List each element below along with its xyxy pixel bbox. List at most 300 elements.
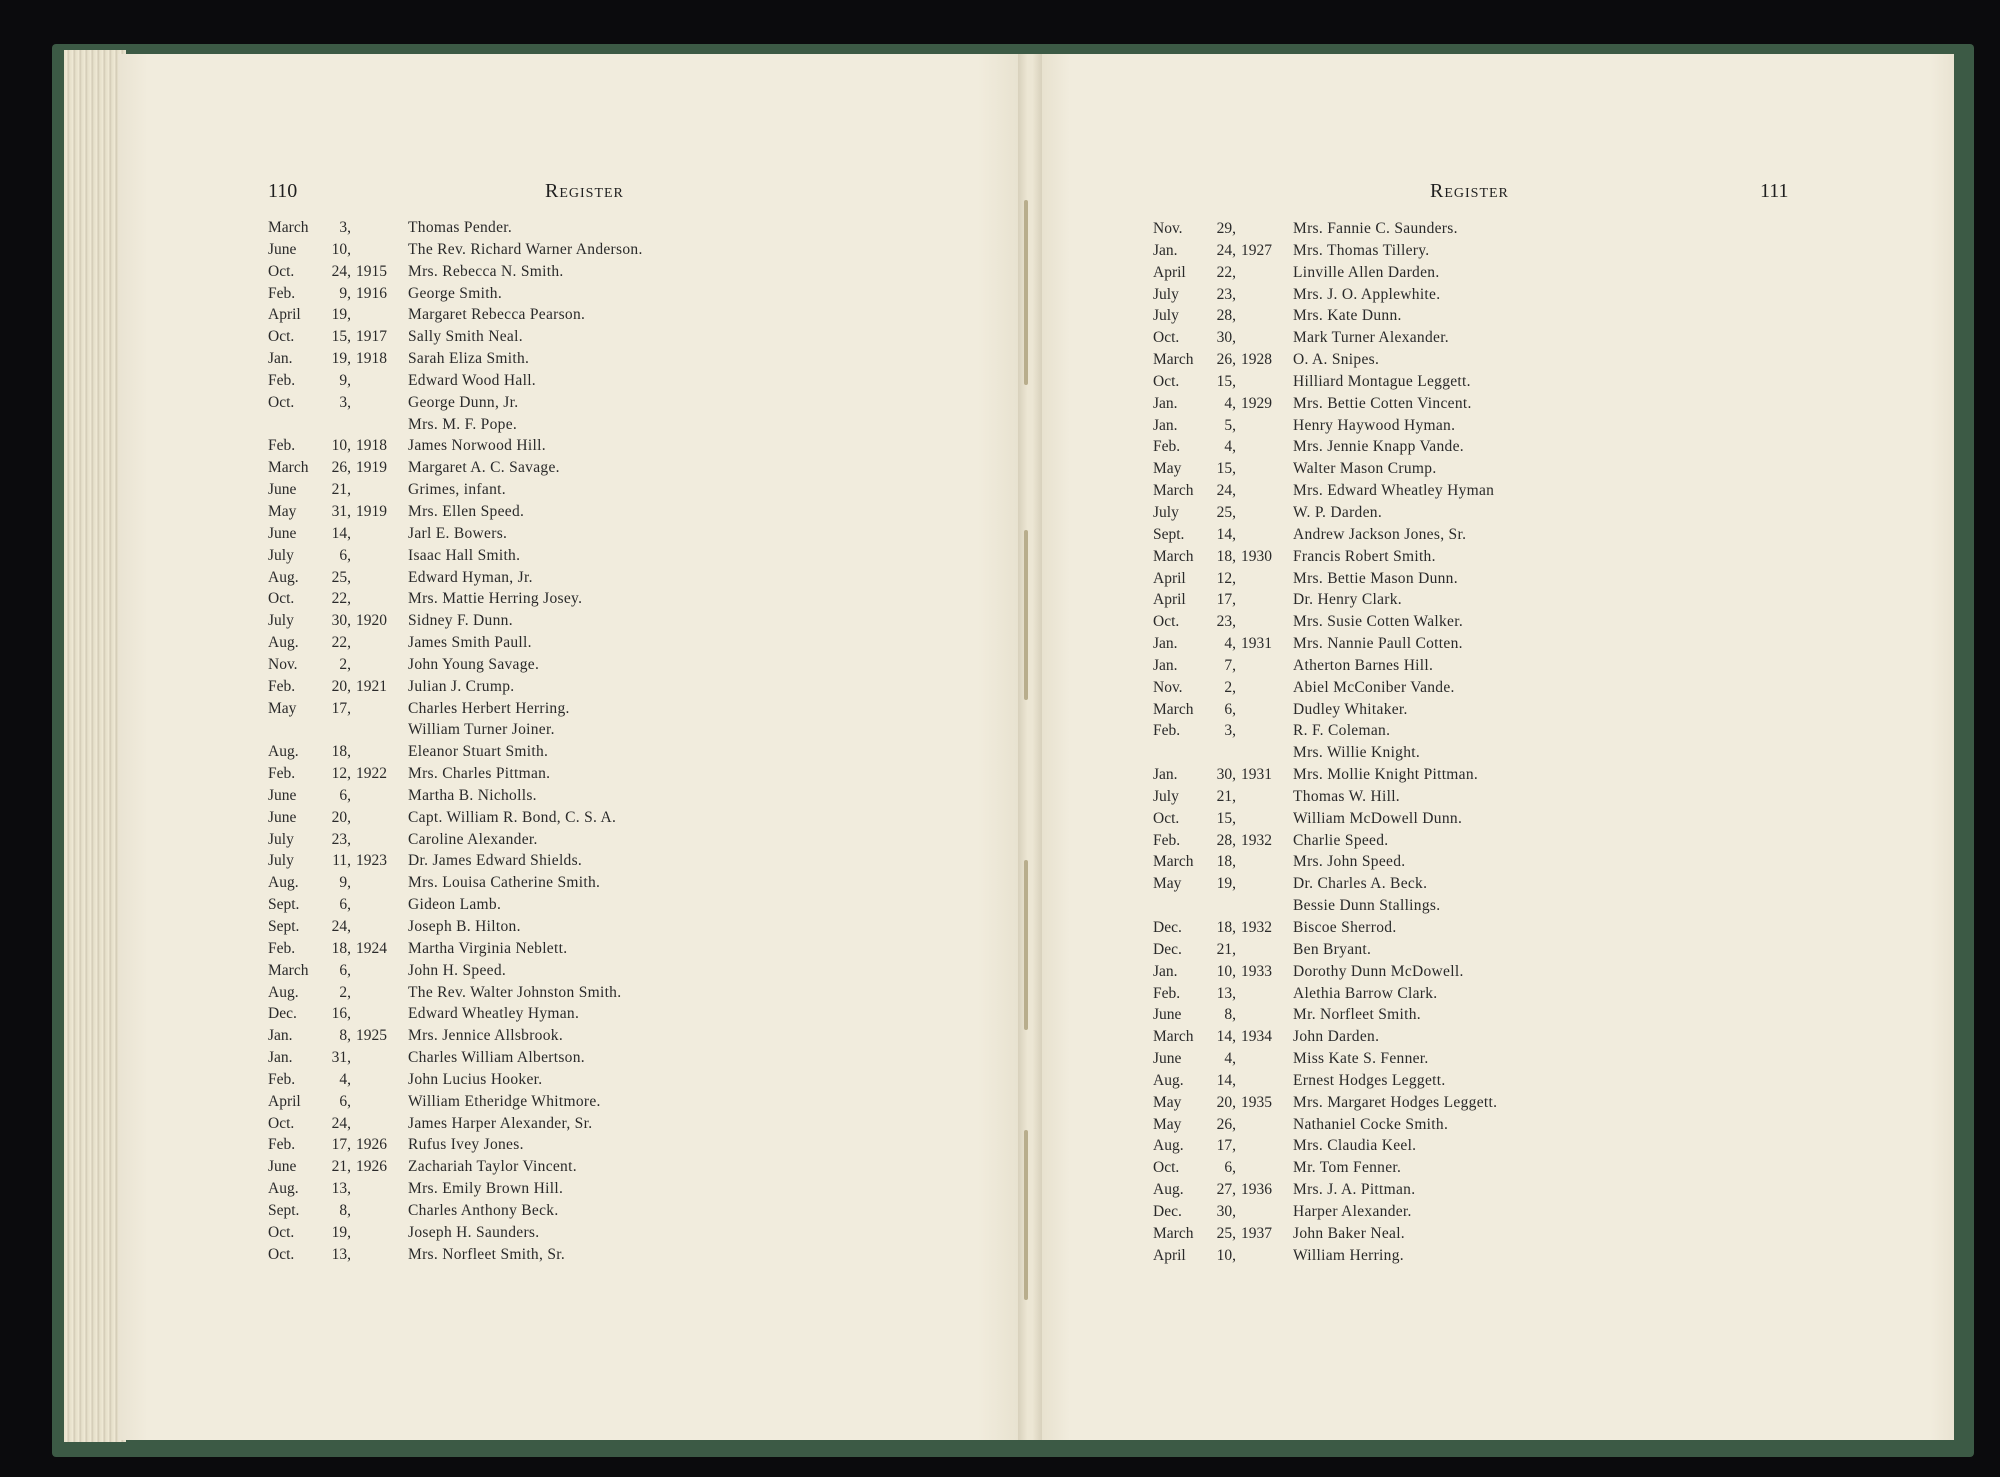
entry-year: 1923: [356, 852, 387, 870]
entry-day: 20,: [1216, 1093, 1236, 1111]
entry-month: Aug.: [1153, 1071, 1184, 1089]
entry-day: 14,: [1216, 1071, 1236, 1089]
entry-month: Oct.: [1153, 372, 1180, 390]
register-entry: [268, 656, 988, 678]
register-entry: [1153, 1137, 1873, 1159]
register-entry: [268, 219, 988, 241]
register-entry: [1153, 526, 1873, 548]
entry-month: March: [268, 961, 309, 979]
entry-day: 9,: [339, 371, 351, 389]
entry-month: Jan.: [268, 1049, 293, 1067]
entry-month: Oct.: [1153, 1159, 1180, 1177]
register-entry: [268, 1180, 988, 1202]
entry-name: William Etheridge Whitmore.: [408, 1092, 601, 1110]
entry-month: May: [1153, 1093, 1182, 1111]
entry-name: Mrs. Claudia Keel.: [1293, 1137, 1417, 1155]
entry-day: 25,: [1216, 1224, 1236, 1242]
entry-month: May: [1153, 460, 1182, 478]
register-entry: [1153, 1006, 1873, 1028]
entry-day: 22,: [331, 634, 351, 652]
entry-name: Mrs. Margaret Hodges Leggett.: [1293, 1093, 1498, 1111]
entry-month: Oct.: [268, 393, 295, 411]
entry-month: April: [268, 306, 301, 324]
register-entry: [1153, 329, 1873, 351]
entry-month: Aug.: [1153, 1137, 1184, 1155]
entry-day: 31,: [331, 1049, 351, 1067]
entry-year: 1918: [356, 350, 387, 368]
entry-name: Dorothy Dunn McDowell.: [1293, 962, 1464, 980]
register-entry: [268, 1136, 988, 1158]
entry-day: 15,: [331, 328, 351, 346]
entry-year: 1915: [356, 262, 387, 280]
entry-month: July: [1153, 787, 1179, 805]
register-entry: [1153, 307, 1873, 329]
entry-month: March: [1153, 1224, 1194, 1242]
entry-name: Eleanor Stuart Smith.: [408, 743, 549, 761]
entry-day: 8,: [339, 1201, 351, 1219]
entry-year: 1935: [1241, 1093, 1272, 1111]
entry-day: 25,: [331, 568, 351, 586]
entry-month: Sept.: [1153, 525, 1185, 543]
entry-name: John Baker Neal.: [1293, 1224, 1405, 1242]
entry-name: Thomas Pender.: [408, 219, 513, 236]
register-entry: [1153, 613, 1873, 635]
entry-month: Feb.: [268, 1136, 296, 1154]
entry-name: Sally Smith Neal.: [408, 328, 523, 346]
entry-month: June: [1153, 1006, 1182, 1024]
register-entry: [268, 831, 988, 853]
entry-day: 18,: [1216, 919, 1236, 936]
entry-month: Feb.: [268, 437, 296, 455]
entry-month: Aug.: [268, 634, 299, 652]
entry-name: Mrs. Mattie Herring Josey.: [408, 590, 583, 608]
entry-year: 1936: [1241, 1181, 1272, 1199]
entry-month: April: [1153, 1246, 1186, 1264]
entry-name: The Rev. Richard Warner Anderson.: [408, 240, 643, 258]
register-entry: [268, 1093, 988, 1115]
entry-year: 1933: [1241, 962, 1272, 980]
binding-stitch: [1024, 530, 1028, 700]
entry-day: 30,: [1216, 329, 1236, 347]
register-entry: [1153, 460, 1873, 482]
entry-name: Abiel McConiber Vande.: [1293, 678, 1455, 696]
entry-name: Mrs. Jennice Allsbrook.: [408, 1027, 563, 1045]
entry-name: O. A. Snipes.: [1293, 351, 1380, 369]
entry-name: Mrs. Ellen Speed.: [408, 502, 525, 520]
entry-name: Charlie Speed.: [1293, 831, 1389, 849]
entry-month: Feb.: [268, 677, 296, 695]
register-entry: [268, 241, 988, 263]
entry-name: Dr. Henry Clark.: [1293, 591, 1402, 609]
entry-day: 21,: [1216, 787, 1236, 805]
entry-year: 1924: [356, 939, 387, 957]
entry-day: 6,: [339, 786, 351, 804]
entry-day: 17,: [331, 699, 351, 717]
register-entry: [268, 700, 988, 722]
entry-month: March: [1153, 853, 1194, 871]
entry-year: 1917: [356, 328, 387, 346]
register-entry: [1153, 1225, 1873, 1247]
entry-day: 18,: [331, 743, 351, 761]
entry-month: July: [268, 546, 294, 564]
entry-day: 21,: [331, 1158, 351, 1176]
entry-name: Alethia Barrow Clark.: [1293, 984, 1438, 1002]
left-register-list: [268, 219, 988, 1268]
entry-day: 3,: [339, 393, 351, 411]
entry-name: Mr. Norfleet Smith.: [1293, 1006, 1421, 1024]
register-entry: [1153, 220, 1873, 242]
register-entry: [1153, 548, 1873, 570]
entry-day: 19,: [331, 1223, 351, 1241]
register-entry: [268, 721, 988, 743]
register-entry: [1153, 635, 1873, 657]
register-entry: [1153, 482, 1873, 504]
entry-day: 18,: [1216, 853, 1236, 871]
register-entry: [268, 1049, 988, 1071]
entry-name: Mrs. Fannie C. Saunders.: [1293, 220, 1458, 237]
entry-year: 1932: [1241, 919, 1272, 936]
entry-name: John H. Speed.: [408, 961, 507, 979]
entry-name: George Dunn, Jr.: [408, 393, 519, 411]
entry-day: 30,: [1216, 1202, 1236, 1220]
entry-month: Jan.: [268, 1027, 293, 1045]
entry-day: 9,: [339, 284, 351, 302]
page-edges: [64, 50, 126, 1442]
entry-month: Aug.: [268, 874, 299, 892]
entry-name: Dudley Whitaker.: [1293, 700, 1408, 718]
register-entry: [268, 1158, 988, 1180]
register-entry: [268, 1224, 988, 1246]
register-entry: [1153, 438, 1873, 460]
entry-day: 27,: [1216, 1181, 1236, 1199]
entry-month: Feb.: [1153, 722, 1181, 740]
entry-name: Mrs. Nannie Paull Cotten.: [1293, 635, 1463, 653]
entry-day: 23,: [331, 830, 351, 848]
entry-day: 23,: [1216, 285, 1236, 303]
entry-month: Jan.: [1153, 241, 1178, 259]
entry-day: 11,: [332, 852, 351, 870]
entry-year: 1918: [356, 437, 387, 455]
entry-day: 25,: [1216, 503, 1236, 521]
entry-day: 4,: [1224, 394, 1236, 412]
entry-day: 19,: [331, 350, 351, 368]
entry-day: 20,: [331, 808, 351, 826]
entry-name: Mrs. Norfleet Smith, Sr.: [408, 1245, 566, 1263]
entry-day: 10,: [1216, 962, 1236, 980]
entry-month: Aug.: [268, 743, 299, 761]
entry-month: Feb.: [268, 939, 296, 957]
entry-name: James Smith Paull.: [408, 634, 532, 652]
entry-name: Mrs. Rebecca N. Smith.: [408, 262, 564, 280]
register-entry: [1153, 373, 1873, 395]
entry-name: Atherton Barnes Hill.: [1293, 656, 1434, 674]
entry-month: Oct.: [268, 1245, 295, 1263]
entry-month: July: [1153, 285, 1179, 303]
register-entry: [1153, 417, 1873, 439]
entry-day: 30,: [1216, 766, 1236, 784]
entry-year: 1926: [356, 1136, 387, 1154]
entry-month: Sept.: [268, 918, 300, 935]
entry-day: 17,: [1216, 1137, 1236, 1155]
entry-day: 12,: [331, 765, 351, 783]
entry-name: Grimes, infant.: [408, 481, 506, 499]
entry-month: Oct.: [268, 1223, 295, 1241]
entry-name: Edward Wheatley Hyman.: [408, 1005, 580, 1023]
entry-year: 1919: [356, 502, 387, 520]
entry-year: 1916: [356, 284, 387, 302]
register-entry: [1153, 963, 1873, 985]
entry-month: June: [268, 786, 297, 804]
entry-day: 6,: [339, 546, 351, 564]
entry-day: 9,: [339, 874, 351, 892]
entry-day: 22,: [331, 590, 351, 608]
entry-month: March: [1153, 700, 1194, 718]
entry-name: Martha B. Nicholls.: [408, 786, 537, 804]
entry-month: July: [268, 852, 294, 870]
entry-year: 1929: [1241, 394, 1272, 412]
register-entry: [1153, 395, 1873, 417]
entry-month: Aug.: [268, 1180, 299, 1198]
entry-month: June: [268, 240, 297, 258]
entry-year: 1922: [356, 765, 387, 783]
entry-name: Mrs. Willie Knight.: [1293, 744, 1421, 762]
entry-day: 24,: [331, 1114, 351, 1132]
entry-day: 5,: [1224, 416, 1236, 434]
entry-month: Oct.: [268, 262, 295, 280]
entry-day: 18,: [1216, 547, 1236, 565]
entry-name: Mrs. Bettie Mason Dunn.: [1293, 569, 1458, 587]
register-entry: [1153, 853, 1873, 875]
entry-month: Feb.: [268, 1070, 296, 1088]
entry-month: July: [1153, 503, 1179, 521]
entry-month: Feb.: [268, 371, 296, 389]
entry-name: Mrs. Thomas Tillery.: [1293, 241, 1430, 259]
entry-month: June: [268, 524, 297, 542]
entry-day: 23,: [1216, 613, 1236, 631]
entry-day: 26,: [1216, 351, 1236, 369]
entry-name: George Smith.: [408, 284, 503, 302]
entry-name: R. F. Coleman.: [1293, 722, 1391, 740]
entry-day: 29,: [1216, 220, 1236, 237]
register-entry: [268, 787, 988, 809]
register-entry: [1153, 875, 1873, 897]
register-entry: [268, 590, 988, 612]
entry-name: Joseph B. Hilton.: [408, 918, 521, 935]
register-entry: [268, 481, 988, 503]
entry-name: Mrs. Charles Pittman.: [408, 765, 551, 783]
entry-day: 13,: [331, 1180, 351, 1198]
entry-day: 24,: [331, 918, 351, 935]
entry-day: 24,: [1216, 482, 1236, 500]
register-entry: [1153, 1247, 1873, 1269]
entry-name: Isaac Hall Smith.: [408, 546, 521, 564]
register-entry: [1153, 810, 1873, 832]
entry-year: 1925: [356, 1027, 387, 1045]
entry-name: Mrs. Mollie Knight Pittman.: [1293, 766, 1479, 784]
entry-day: 8,: [1224, 1006, 1236, 1024]
register-entry: [268, 503, 988, 525]
entry-name: William McDowell Dunn.: [1293, 809, 1463, 827]
entry-name: William Turner Joiner.: [408, 721, 555, 739]
register-entry: [268, 612, 988, 634]
entry-month: April: [1153, 591, 1186, 609]
entry-name: Margaret Rebecca Pearson.: [408, 306, 586, 324]
entry-day: 16,: [331, 1005, 351, 1023]
entry-year: 1932: [1241, 831, 1272, 849]
entry-month: June: [268, 808, 297, 826]
entry-month: Oct.: [268, 328, 295, 346]
entry-year: 1920: [356, 612, 387, 630]
entry-year: 1931: [1241, 635, 1272, 653]
entry-year: 1926: [356, 1158, 387, 1176]
entry-month: Dec.: [1153, 1202, 1182, 1220]
register-entry: [1153, 1181, 1873, 1203]
register-entry: [268, 743, 988, 765]
entry-day: 26,: [1216, 1115, 1236, 1133]
entry-year: 1927: [1241, 241, 1272, 259]
entry-day: 31,: [331, 502, 351, 520]
entry-name: James Norwood Hill.: [408, 437, 546, 455]
register-entry: [1153, 722, 1873, 744]
entry-day: 15,: [1216, 809, 1236, 827]
entry-month: April: [1153, 569, 1186, 587]
entry-day: 10,: [331, 240, 351, 258]
entry-month: Jan.: [1153, 962, 1178, 980]
register-entry: [268, 1246, 988, 1268]
register-entry: [1153, 591, 1873, 613]
entry-month: March: [268, 219, 309, 236]
register-entry: [268, 372, 988, 394]
entry-month: Jan.: [1153, 656, 1178, 674]
entry-month: Feb.: [1153, 438, 1181, 456]
entry-year: 1928: [1241, 351, 1272, 369]
entry-day: 21,: [1216, 940, 1236, 958]
entry-month: Oct.: [1153, 613, 1180, 631]
entry-name: Gideon Lamb.: [408, 896, 502, 914]
entry-name: Mrs. John Speed.: [1293, 853, 1406, 871]
entry-name: John Lucius Hooker.: [408, 1070, 543, 1088]
entry-month: June: [268, 481, 297, 499]
entry-day: 6,: [339, 1092, 351, 1110]
entry-name: Francis Robert Smith.: [1293, 547, 1436, 565]
entry-day: 8,: [339, 1027, 351, 1045]
binding-stitch: [1024, 860, 1028, 1030]
entry-month: March: [1153, 351, 1194, 369]
entry-month: July: [1153, 307, 1179, 325]
entry-year: 1930: [1241, 547, 1272, 565]
entry-name: Charles Herbert Herring.: [408, 699, 570, 717]
entry-day: 15,: [1216, 460, 1236, 478]
entry-month: Oct.: [268, 1114, 295, 1132]
entry-month: Aug.: [268, 983, 299, 1001]
entry-name: Mark Turner Alexander.: [1293, 329, 1449, 347]
register-entry: [268, 569, 988, 591]
register-entry: [268, 1115, 988, 1137]
entry-month: April: [1153, 263, 1186, 281]
register-entry: [1153, 264, 1873, 286]
register-entry: [268, 394, 988, 416]
entry-name: Andrew Jackson Jones, Sr.: [1293, 525, 1467, 543]
entry-day: 6,: [1224, 1159, 1236, 1177]
register-entry: [268, 962, 988, 984]
entry-name: Mr. Tom Fenner.: [1293, 1159, 1402, 1177]
entry-day: 3,: [1224, 722, 1236, 740]
entry-name: W. P. Darden.: [1293, 503, 1382, 521]
entry-name: Mrs. Edward Wheatley Hyman: [1293, 482, 1495, 500]
entry-name: Edward Hyman, Jr.: [408, 568, 533, 586]
entry-name: Harper Alexander.: [1293, 1202, 1412, 1220]
entry-name: John Young Savage.: [408, 655, 540, 673]
entry-name: Mrs. Jennie Knapp Vande.: [1293, 438, 1464, 456]
entry-day: 18,: [331, 939, 351, 957]
entry-name: Mrs. M. F. Pope.: [408, 415, 518, 433]
entry-day: 4,: [339, 1070, 351, 1088]
entry-name: Bessie Dunn Stallings.: [1293, 897, 1441, 915]
entry-month: Dec.: [268, 1005, 297, 1023]
register-entry: [1153, 1050, 1873, 1072]
register-entry: [268, 984, 988, 1006]
entry-month: Feb.: [1153, 831, 1181, 849]
register-entry: [268, 852, 988, 874]
entry-day: 4,: [1224, 635, 1236, 653]
entry-day: 19,: [1216, 875, 1236, 893]
entry-day: 10,: [331, 437, 351, 455]
register-entry: [268, 1027, 988, 1049]
entry-day: 4,: [1224, 1050, 1236, 1068]
entry-month: Aug.: [1153, 1181, 1184, 1199]
entry-name: Dr. James Edward Shields.: [408, 852, 583, 870]
entry-month: March: [268, 459, 309, 477]
register-entry: [268, 328, 988, 350]
entry-name: Charles William Albertson.: [408, 1049, 585, 1067]
entry-day: 2,: [1224, 678, 1236, 696]
register-entry: [268, 525, 988, 547]
entry-month: March: [1153, 1028, 1194, 1046]
entry-day: 28,: [1216, 307, 1236, 325]
entry-day: 14,: [1216, 1028, 1236, 1046]
entry-day: 30,: [331, 612, 351, 630]
entry-year: 1919: [356, 459, 387, 477]
register-entry: [1153, 679, 1873, 701]
entry-name: Nathaniel Cocke Smith.: [1293, 1115, 1449, 1133]
entry-month: May: [1153, 875, 1182, 893]
entry-name: Mrs. J. A. Pittman.: [1293, 1181, 1416, 1199]
register-entry: [1153, 897, 1873, 919]
entry-name: Ernest Hodges Leggett.: [1293, 1071, 1446, 1089]
entry-name: Sarah Eliza Smith.: [408, 350, 530, 368]
register-entry: [1153, 504, 1873, 526]
entry-month: May: [1153, 1115, 1182, 1133]
entry-day: 10,: [1216, 1246, 1236, 1264]
entry-name: Martha Virginia Neblett.: [408, 939, 568, 957]
entry-month: Aug.: [268, 568, 299, 586]
entry-name: Capt. William R. Bond, C. S. A.: [408, 808, 617, 826]
register-entry: [1153, 1094, 1873, 1116]
entry-name: Joseph H. Saunders.: [408, 1223, 540, 1241]
register-entry: [268, 416, 988, 438]
register-entry: [1153, 1116, 1873, 1138]
register-entry: [1153, 919, 1873, 941]
register-entry: [268, 896, 988, 918]
entry-name: Zachariah Taylor Vincent.: [408, 1158, 577, 1176]
register-entry: [1153, 766, 1873, 788]
register-entry: [268, 547, 988, 569]
register-entry: [268, 263, 988, 285]
register-entry: [268, 678, 988, 700]
entry-month: Nov.: [1153, 678, 1183, 696]
register-entry: [1153, 985, 1873, 1007]
register-entry: [1153, 701, 1873, 723]
